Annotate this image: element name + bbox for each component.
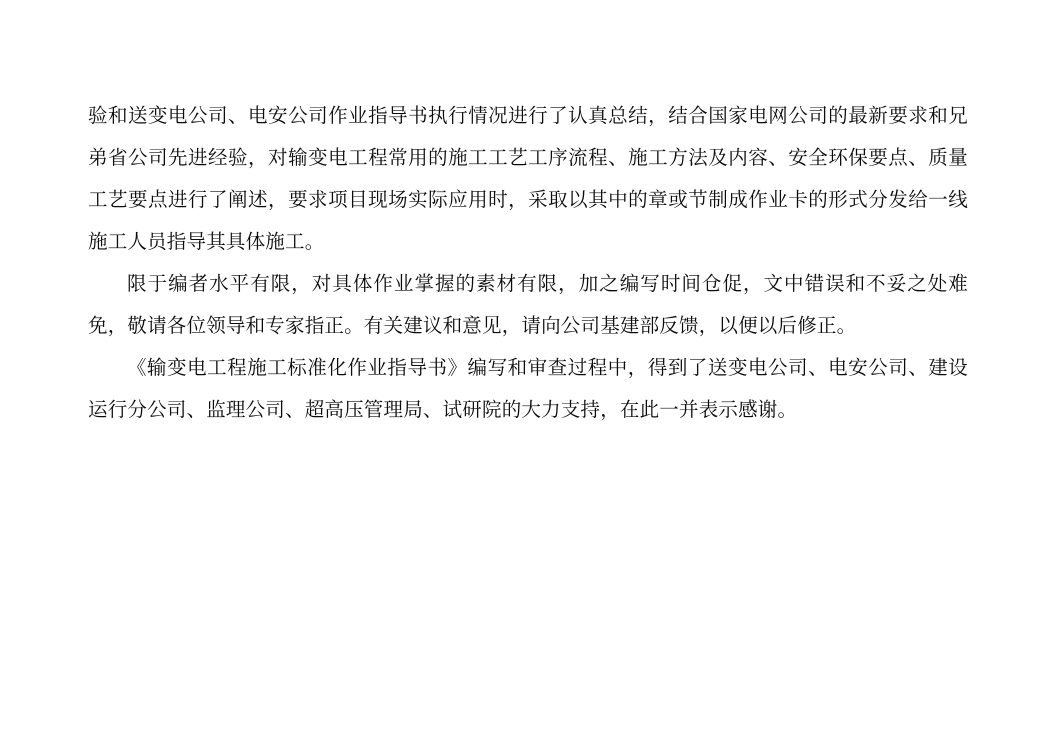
body-paragraph: 限于编者水平有限，对具体作业掌握的素材有限，加之编写时间仓促，文中错误和不妥之处难免，敬请各位领导和专家指正。有关建议和意见，请向公司基建部反馈，以便以后修正。	[88, 274, 968, 337]
body-paragraph: 验和送变电公司、电安公司作业指导书执行情况进行了认真总结，结合国家电网公司的最新要求和兄弟省公司先进经验，对输变电工程常用的施工工艺工序流程、施工方法及内容、安全环保要点、质量工艺要点进行了阐述，要求项目现场实际应用时，采取以其中的章或节制成作业卡的形式分发给一线施工人员指导其具体施工。	[88, 106, 968, 253]
body-paragraph: 《输变电工程施工标准化作业指导书》编写和审查过程中，得到了送变电公司、电安公司、建设运行分公司、监理公司、超高压管理局、试研院的大力支持，在此一并表示感谢。	[88, 358, 968, 421]
document-body	[88, 96, 968, 432]
